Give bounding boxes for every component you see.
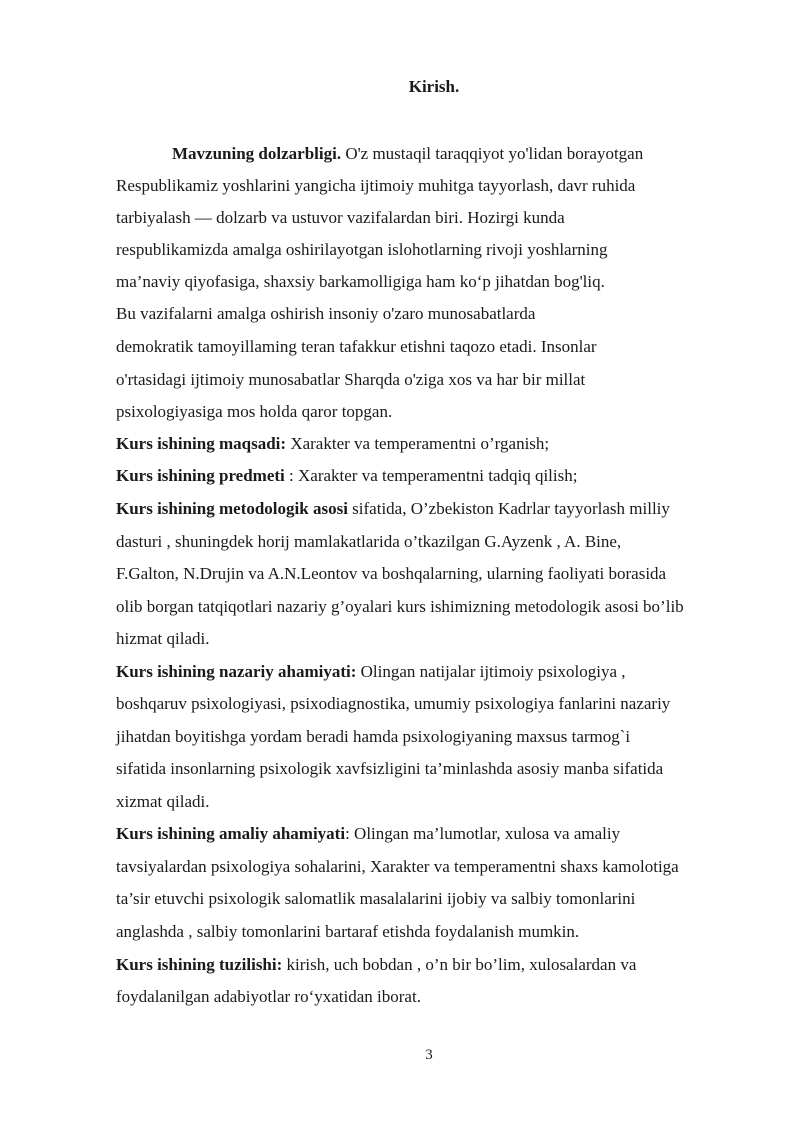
paragraph-line: tavsiyalardan psixologiya sohalarini, Xarakter va temperamentni shaxs kamolotiga — [116, 857, 679, 876]
paragraph-line: psixologiyasiga mos holda qaror topgan. — [116, 402, 393, 421]
paragraph-line — [116, 954, 636, 976]
paragraph-line — [116, 661, 626, 683]
paragraph-line: ma’naviy qiyofasiga, shaxsiy barkamolligiga ham ko‘p jihatdan bog'liq. — [116, 272, 605, 291]
page-number: 3 — [425, 1047, 433, 1063]
paragraph-text: O'z mustaqil taraqqiyot yo'lidan borayotgan — [341, 144, 644, 163]
paragraph-line — [172, 143, 643, 165]
paragraph-line: F.Galton, N.Drujin va A.N.Leontov va boshqalarning, ularning faoliyati borasida — [116, 564, 667, 583]
paragraph-text: Xarakter va temperamentni o’rganish; — [286, 434, 550, 453]
paragraph-line: boshqaruv psixologiyasi, psixodiagnostika, umumiy psixologiya fanlarini nazariy — [116, 694, 671, 713]
paragraph-line: Bu vazifalarni amalga oshirish insoniy o'zaro munosabatlarda — [116, 304, 536, 323]
paragraph-line: tarbiyalash — dolzarb va ustuvor vazifalardan biri. Hozirgi kunda — [116, 208, 565, 227]
paragraph-text: kirish, uch bobdan , o’n bir bo’lim, xulosalardan va — [282, 955, 637, 974]
paragraph-line: Respublikamiz yoshlarini yangicha ijtimoiy muhitga tayyorlash, davr ruhida — [116, 176, 636, 195]
paragraph-line: dasturi , shuningdek horij mamlakatlarida o’tkazilgan G.Ayzenk , A. Bine, — [116, 532, 622, 551]
paragraph-line: jihatdan boyitishga yordam beradi hamda psixologiyaning maxsus tarmog`i — [116, 727, 631, 746]
paragraph-text: sifatida, O’zbekiston Kadrlar tayyorlash milliy — [347, 499, 670, 518]
paragraph-line: foydalanilgan adabiyotlar ro‘yxatidan iborat. — [116, 987, 421, 1006]
paragraph-text: : Xarakter va temperamentni tadqiq qilish; — [284, 466, 578, 485]
paragraph-line — [116, 433, 549, 455]
paragraph-line: anglashda , salbiy tomonlarini bartaraf etishda foydalanish mumkin. — [116, 922, 580, 941]
section-label: Kurs ishining tuzilishi: — [116, 955, 283, 974]
paragraph-line — [116, 498, 670, 520]
paragraph-line: o'rtasidagi ijtimoiy munosabatlar Sharqda o'ziga xos va har bir millat — [116, 370, 586, 389]
paragraph-text: : Olingan ma’lumotlar, xulosa va amaliy — [345, 824, 621, 843]
page-title: Kirish. — [408, 77, 460, 96]
section-label: Kurs ishining amaliy ahamiyati — [116, 824, 346, 843]
paragraph-line: ta’sir etuvchi psixologik salomatlik masalalarini ijobiy va salbiy tomonlarini — [116, 889, 636, 908]
section-label: Kurs ishining metodologik asosi — [116, 499, 348, 518]
section-label: Kurs ishining predmeti — [116, 466, 285, 485]
section-label: Kurs ishining maqsadi: — [116, 434, 287, 453]
paragraph-line: olib borgan tatqiqotlari nazariy g’oyalari kurs ishimizning metodologik asosi bo’lib — [116, 597, 684, 616]
paragraph-line: hizmat qiladi. — [116, 629, 210, 648]
paragraph-line: xizmat qiladi. — [116, 792, 210, 811]
paragraph-line — [116, 823, 620, 845]
paragraph-line: sifatida insonlarning psixologik xavfsizligini ta’minlashda asosiy manba sifatida — [116, 759, 664, 778]
section-label: Kurs ishining nazariy ahamiyati: — [116, 662, 357, 681]
section-label: Mavzuning dolzarbligi. — [172, 144, 342, 163]
paragraph-line: respublikamizda amalga oshirilayotgan islohotlarning rivoji yoshlarning — [116, 240, 608, 259]
paragraph-line — [116, 465, 577, 487]
paragraph-line: demokratik tamoyillaming teran tafakkur etishni taqozo etadi. Insonlar — [116, 337, 597, 356]
paragraph-text: Olingan natijalar ijtimoiy psixologiya , — [356, 662, 626, 681]
